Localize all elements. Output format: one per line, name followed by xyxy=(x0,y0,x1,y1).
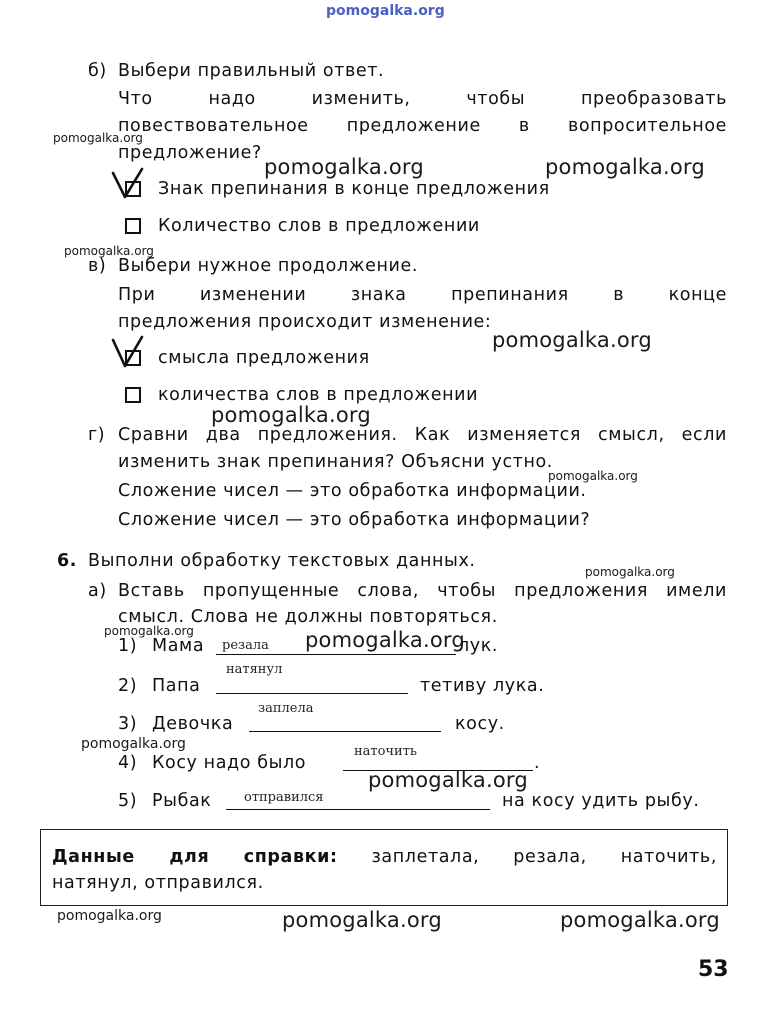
watermark-big: pomogalka.org xyxy=(545,155,705,179)
item-3-before: Девочка xyxy=(152,714,234,734)
watermark-big: pomogalka.org xyxy=(282,908,442,932)
item-3-number: 3) xyxy=(118,714,138,734)
task-b-title: Выбери правильный ответ. xyxy=(118,61,385,81)
item-2-after: тетиву лука. xyxy=(420,676,545,696)
task-6-intro-line2: смысл. Слова не должны повторяться. xyxy=(118,607,498,627)
item-3-after: косу. xyxy=(455,714,505,734)
page-number: 53 xyxy=(698,957,729,982)
watermark-small: pomogalka.org xyxy=(57,908,162,924)
task-6-intro-line1: Вставь пропущенные слова, чтобы предложения имели xyxy=(118,581,727,601)
answer-blank-5[interactable] xyxy=(226,809,490,810)
watermark-big: pomogalka.org xyxy=(264,155,424,179)
watermark-small: pomogalka.org xyxy=(104,624,194,638)
reference-box xyxy=(40,829,728,906)
answer-blank-3[interactable] xyxy=(249,731,441,732)
item-1-after: лук. xyxy=(458,636,499,656)
watermark-small: pomogalka.org xyxy=(548,469,638,483)
reference-words-1: заплетала, резала, наточить, xyxy=(371,847,717,867)
item-5-after: на косу удить рыбу. xyxy=(502,791,700,811)
answer-blank-1[interactable] xyxy=(216,654,456,655)
reference-line-1 xyxy=(52,847,717,867)
item-2-number: 2) xyxy=(118,676,138,696)
item-5-before: Рыбак xyxy=(152,791,212,811)
task-g-line1: Сравни два предложения. Как изменяется смысл, если xyxy=(118,425,727,445)
item-4-after: . xyxy=(534,753,541,773)
task-v-marker: в) xyxy=(88,256,107,276)
task-v-question-line1: При изменении знака препинания в конце xyxy=(118,285,727,305)
item-5-answer: отправился xyxy=(244,790,324,805)
task-v-option-1: смысла предложения xyxy=(158,348,370,368)
item-4-before: Косу надо было xyxy=(152,753,307,773)
task-v-question-line2: предложения происходит изменение: xyxy=(118,312,492,332)
task-v-option-2: количества слов в предложении xyxy=(158,385,479,405)
task-g-sentence-2: Сложение чисел — это обработка информации? xyxy=(118,510,591,530)
watermark-big: pomogalka.org xyxy=(560,908,720,932)
item-1-answer: резала xyxy=(222,638,269,653)
item-4-number: 4) xyxy=(118,753,138,773)
task-g-marker: г) xyxy=(88,425,106,445)
item-1-before: Мама xyxy=(152,636,205,656)
checkmark-icon xyxy=(110,167,146,201)
watermark-top: pomogalka.org xyxy=(326,3,445,19)
task-b-option-2: Количество слов в предложении xyxy=(158,216,480,236)
task-g-line2: изменить знак препинания? Объясни устно. xyxy=(118,452,553,472)
watermark-small: pomogalka.org xyxy=(64,244,154,258)
checkbox-option-2[interactable] xyxy=(125,387,141,403)
item-2-answer: натянул xyxy=(226,662,283,677)
task-b-question-line1: Что надо изменить, чтобы преобразовать xyxy=(118,89,727,109)
task-6-number: 6. xyxy=(57,551,78,571)
answer-blank-2[interactable] xyxy=(216,693,408,694)
checkmark-icon xyxy=(110,334,146,370)
watermark-big: pomogalka.org xyxy=(211,403,371,427)
watermark-small: pomogalka.org xyxy=(53,131,143,145)
task-b-question-line3: предложение? xyxy=(118,143,262,163)
item-2-before: Папа xyxy=(152,676,201,696)
item-3-answer: заплела xyxy=(258,701,314,716)
item-5-number: 5) xyxy=(118,791,138,811)
checkbox-option-2[interactable] xyxy=(125,218,141,234)
watermark-small: pomogalka.org xyxy=(585,565,675,579)
task-g-sentence-1: Сложение чисел — это обработка информации. xyxy=(118,481,587,501)
task-b-marker: б) xyxy=(88,61,107,81)
item-1-number: 1) xyxy=(118,636,138,656)
task-6-title: Выполни обработку текстовых данных. xyxy=(88,551,476,571)
task-b-option-1: Знак препинания в конце предложения xyxy=(158,179,550,199)
item-4-answer: наточить xyxy=(354,744,417,759)
reference-line-2: натянул, отправился. xyxy=(52,873,264,893)
task-b-question-line2: повествовательное предложение в вопросительное xyxy=(118,116,727,136)
watermark-big: pomogalka.org xyxy=(492,328,652,352)
task-v-title: Выбери нужное продолжение. xyxy=(118,256,418,276)
watermark-small: pomogalka.org xyxy=(81,736,186,752)
task-6-sub-marker: а) xyxy=(88,581,107,601)
watermark-big: pomogalka.org xyxy=(305,628,465,652)
reference-label: Данные для справки: xyxy=(52,847,338,867)
watermark-big: pomogalka.org xyxy=(368,768,528,792)
